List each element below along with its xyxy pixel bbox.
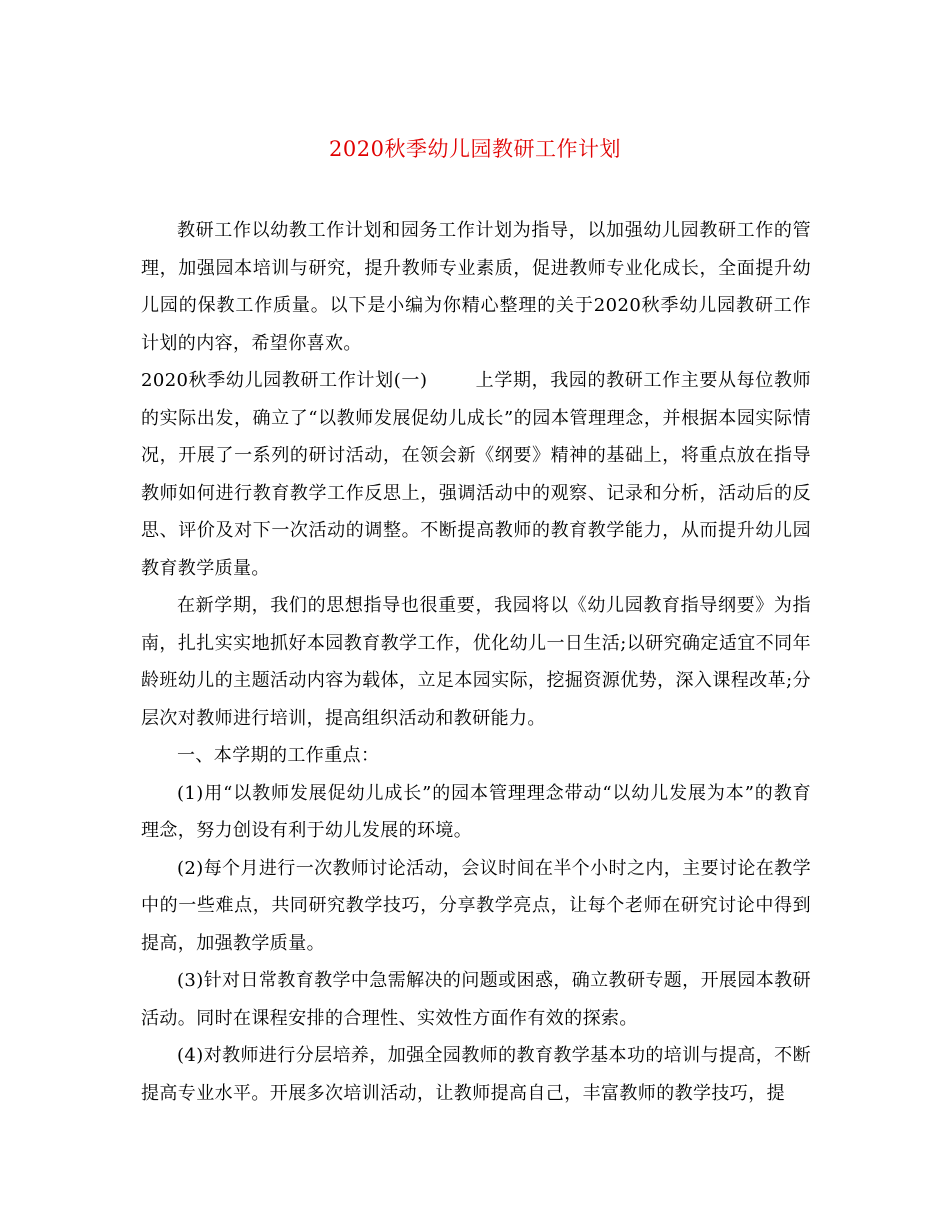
focus-item: (2)每个月进行一次教师讨论活动，会议时间在半个小时之内，主要讨论在教学中的一些难点，共同研究教学技巧，分享教学亮点，让每个老师在研究讨论中得到提高，加强教学质量。 — [141, 857, 811, 954]
document-title: 2020秋季幼儿园教研工作计划 — [329, 137, 621, 161]
section-paragraph-text: 上学期，我园的教研工作主要从每位教师的实际出发，确立了“以教师发展促幼儿成长”的园本管理理念，并根据本园实际情况，开展了一系列的研讨活动，在领会新《纲要》精神的基础上，将重点放在指导教师如何进行教育教学工作反思上，强调活动中的观察、记录和分析，活动后的反思、评价及对下一次活动的调整。不断提高教师的教育教学能力，从而提升幼儿园教育教学质量。 — [141, 370, 811, 579]
focus-heading: 一、本学期的工作重点： — [177, 745, 380, 766]
intro-paragraph: 教研工作以幼教工作计划和园务工作计划为指导，以加强幼儿园教研工作的管理，加强园本培训与研究，提升教师专业素质，促进教师专业化成长，全面提升幼儿园的保教工作质量。以下是小编为你精心整理的关于2020秋季幼儿园教研工作计划的内容，希望你喜欢。 — [141, 220, 811, 354]
focus-item: (4)对教师进行分层培养，加强全园教师的教育教学基本功的培训与提高，不断提高专业水平。开展多次培训活动，让教师提高自己，丰富教师的教学技巧，提 — [141, 1045, 811, 1104]
focus-item: (1)用“以教师发展促幼儿成长”的园本管理理念带动“以幼儿发展为本”的教育理念，努力创设有利于幼儿发展的环境。 — [141, 782, 811, 841]
document-body — [141, 212, 811, 1112]
focus-item: (3)针对日常教育教学中急需解决的问题或困惑，确立教研专题，开展园本教研活动。同时在课程安排的合理性、实效性方面作有效的探索。 — [141, 970, 811, 1029]
section-paragraph — [141, 362, 811, 587]
section-heading: 2020秋季幼儿园教研工作计划(一) — [141, 370, 428, 391]
guidance-paragraph: 在新学期，我们的思想指导也很重要，我园将以《幼儿园教育指导纲要》为指南，扎扎实实地抓好本园教育教学工作，优化幼儿一日生活;以研究确定适宜不同年龄班幼儿的主题活动内容为载体，立足本园实际，挖掘资源优势，深入课程改革;分层次对教师进行培训，提高组织活动和教研能力。 — [141, 595, 811, 729]
